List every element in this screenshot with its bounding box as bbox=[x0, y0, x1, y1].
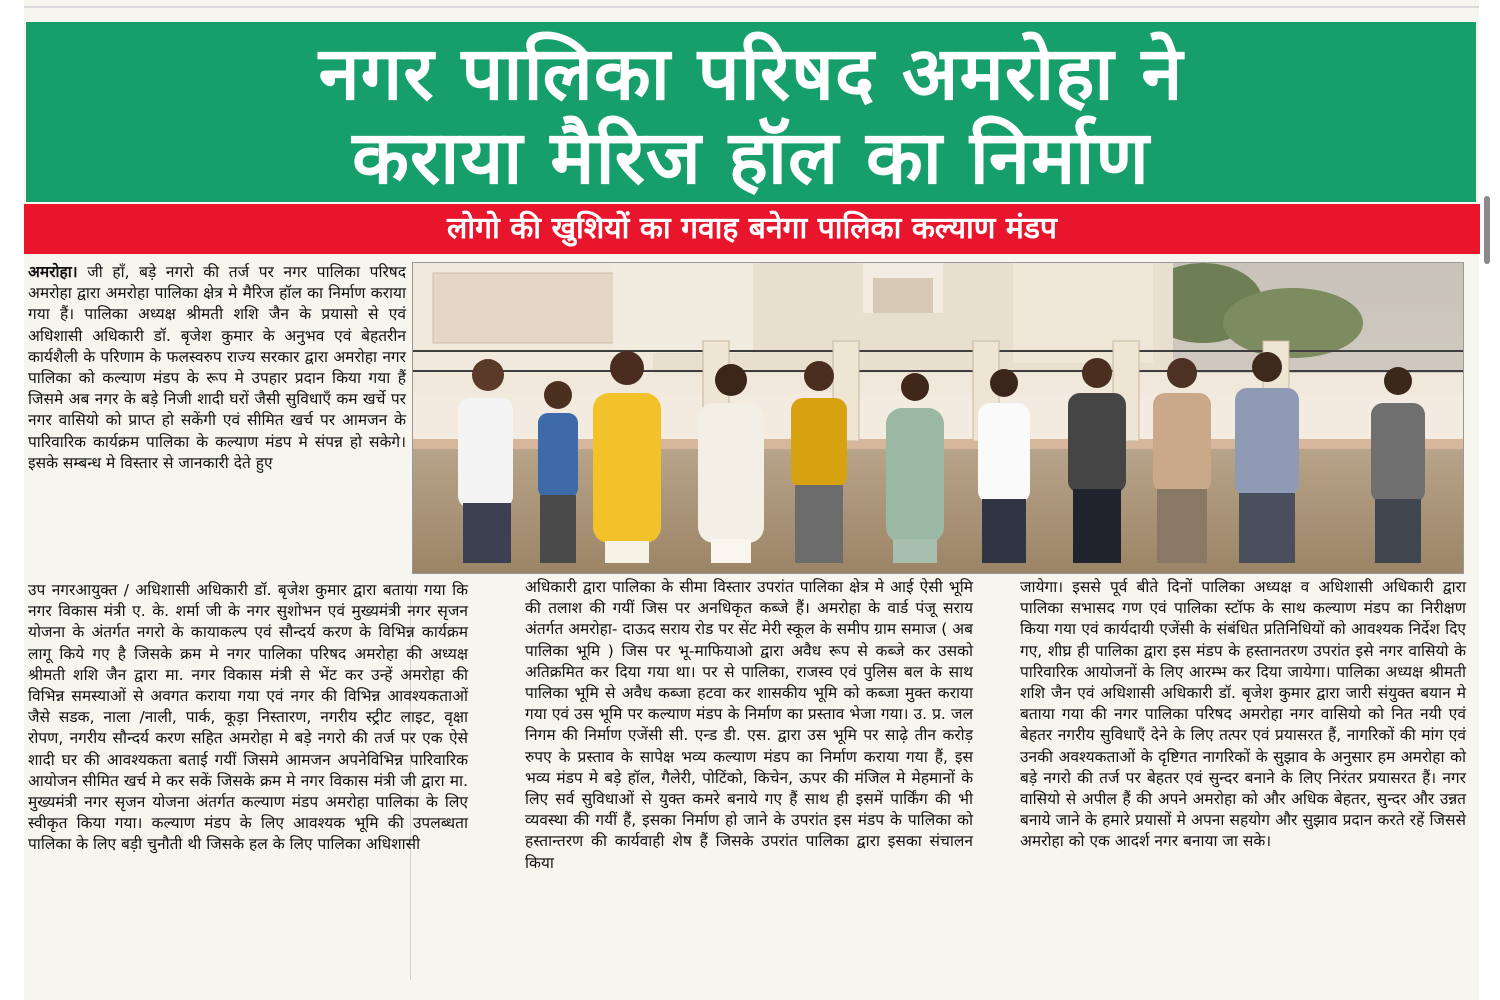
article-text-4: जायेगा। इससे पूर्व बीते दिनों पालिका अध्यक्ष व अधिशासी अधिकारी द्वारा पालिका सभासद गण एवं पालिका स्टॉफ के साथ कल्याण मंडप का निरीक्षण किया गया एवं कार्यदायी एजेंसी के संबंधित प्रतिनिधियों को आवश्यक निर्देश दिए गए, शीघ्र ही पालिका द्वारा इस मंडप के हस्तानतरण उपरांत इसे नगर वासियो के पारिवारिक आयोजनों के लिए आरम्भ कर दिया जायेगा। पालिका अध्यक्ष श्रीमती शशि जैन एवं अधिशासी अधिकारी डॉ. बृजेश कुमार द्वारा जारी संयुक्त बयान मे बताया गया की नगर पालिका परिषद अमरोहा नगर वासियो को नित नयी एवं बेहतर नगरीय सुविधाएँ देने के लिए तत्पर एवं प्रयासरत हैं, नागरिकों की मांग एवं उनकी अवश्यकताओं के दृष्टिगत नागरिकों के सुझाव के अनुसार हम अमरोहा को बड़े नगरो की तर्ज पर बेहतर एवं सुन्दर बनाने के लिए निरंतर प्रयासरत हैं। नगर वासियो से अपील हैं की अपने अमरोहा को और अधिक बेहतर, सुन्दर और उन्नत बनाये जाने के हमारे प्रयासों मे अपना सहयोग और सुझाव प्रदान करते रहें जिससे अमरोहा को एक आदर्श नगर बनाया जा सके। bbox=[1020, 578, 1466, 851]
article-column-2 bbox=[525, 577, 973, 874]
scrollbar-thumb[interactable] bbox=[1484, 196, 1490, 264]
dateline: अमरोहा। bbox=[28, 263, 78, 281]
article-column-1-bottom bbox=[28, 580, 468, 856]
article-text-2: उप नगरआयुक्त / अधिशासी अधिकारी डॉ. बृजेश कुमार द्वारा बताया गया कि नगर विकास मंत्री ए. के. शर्मा जी के नगर सुशोभन एवं मुख्यमंत्री नगर सृजन योजना के अंतर्गत नगरो के कायाकल्प एवं सौन्दर्य करण के विभिन्न कार्यक्रम लागू किये गए है जिसके क्रम मे नगर पालिका परिषद अमरोहा की अध्यक्ष श्रीमती शशि जैन द्वारा मा. नगर विकास मंत्री से भेंट कर उन्हें अमरोहा की विभिन्न समस्याओं से अवगत कराया गया एवं नगर की विभिन्न आवश्यकताओं जैसे सडक, नाला /नाली, पार्क, कूड़ा निस्तारण, नगरीय स्ट्रीट लाइट, वृक्षा रोपण, नगरीय सौन्दर्य करण सहित अमरोहा मे बड़े नगरो की तर्ज पर एक ऐसे शादी घर की आवश्यकता बताई गयीं जिसमे आमजन अपनेविभिन्न पारिवारिक आयोजन सीमित खर्च मे कर सकें जिसके क्रम मे नगर विकास मंत्री जी द्वारा मा. मुख्यमंत्री नगर सृजन योजना अंतर्गत कल्याण मंडप अमरोहा पालिका के लिए स्वीकृत किया गया। कल्याण मंडप के लिए आवश्यक भूमि की उपलब्धता पालिका के लिए बड़ी चुनौती थी जिसके हल के लिए पालिका अधिशासी bbox=[28, 581, 468, 854]
article-column-3 bbox=[1020, 577, 1466, 853]
article-photo bbox=[412, 262, 1464, 574]
subheadline-banner bbox=[24, 204, 1480, 254]
article-text-1: जी हाँ, बड़े नगरो की तर्ज पर नगर पालिका परिषद अमरोहा द्वारा अमरोहा पालिका क्षेत्र मे मैरिज हॉल का निर्माण कराया गया हैं। पालिका अध्यक्ष श्रीमती शशि जैन के प्रयासो से एवं अधिशासी अधिकारी डॉ. बृजेश कुमार के अनुभव एवं बेहतरीन कार्यशैली के परिणाम के फलस्वरुप राज्य सरकार द्वारा अमरोहा नगर पालिका को कल्याण मंडप के रूप मे उपहार प्रदान किया गया हैं जिसमे अब नगर के बड़े निजी शादी घरों जैसी सुविधाएँ कम खर्चे पर नगर वासियो को प्राप्त हो सकेंगी एवं सीमित खर्च पर आमजन के पारिवारिक कार्यक्रम पालिका के कल्याण मंडप मे संपन्न हो सकेगे। इसके सम्बन्ध मे विस्तार से जानकारी देते हुए bbox=[28, 263, 406, 472]
headline-line-2: कराया मैरिज हॉल का निर्माण bbox=[352, 115, 1150, 201]
group-photo-illustration bbox=[413, 263, 1463, 573]
top-border bbox=[24, 6, 1479, 8]
article-text-3: अधिकारी द्वारा पालिका के सीमा विस्तार उपरांत पालिका क्षेत्र मे आई ऐसी भूमि की तलाश की गयीं जिस पर अनधिकृत कब्जे हैं। अमरोहा के वार्ड पंजू सराय अंतर्गत अमरोहा- दाऊद सराय रोड पर सेंट मेरी स्कूल के समीप ग्राम समाज ( अब पालिका भूमि ) जिस पर भू-माफियाओ द्वारा अवैध रूप से कब्जे कर उसको अतिक्रमित कर दिया गया था। पर से पालिका, राजस्व एवं पुलिस बल के साथ पालिका भूमि से अवैध कब्जा हटवा कर शासकीय भूमि को कब्जा मुक्त कराया गया एवं उस भूमि पर कल्याण मंडप के निर्माण का प्रस्ताव भेजा गया। उ. प्र. जल निगम की निर्माण एजेंसी सी. एन्ड डी. एस. द्वारा उस भूमि पर साढ़े तीन करोड़ रुपए के प्रस्ताव के सापेक्ष भव्य कल्याण मंडप का निर्माण कराया गया हैं, इस भव्य मंडप मे बड़े हॉल, गैलेरी, पोटिंको, किचेन, ऊपर की मंजिल मे मेहमानों के लिए सर्व सुविधाओं से युक्त कमरे बनाये गए हैं साथ ही इसमें पार्किंग की भी व्यवस्था की गयीं हैं, इसका निर्माण हो जाने के उपरांत इस मंडप के पालिका को हस्तान्तरण की कार्यवाही शेष हैं जिसके उपरांत पालिका द्वारा इसका संचालन किया bbox=[525, 578, 973, 872]
headline-banner bbox=[26, 22, 1476, 202]
article-column-1-top bbox=[28, 262, 406, 474]
headline-line-1: नगर पालिका परिषद अमरोहा ने bbox=[318, 31, 1184, 117]
subheadline: लोगो की खुशियों का गवाह बनेगा पालिका कल्याण मंडप bbox=[447, 211, 1057, 246]
